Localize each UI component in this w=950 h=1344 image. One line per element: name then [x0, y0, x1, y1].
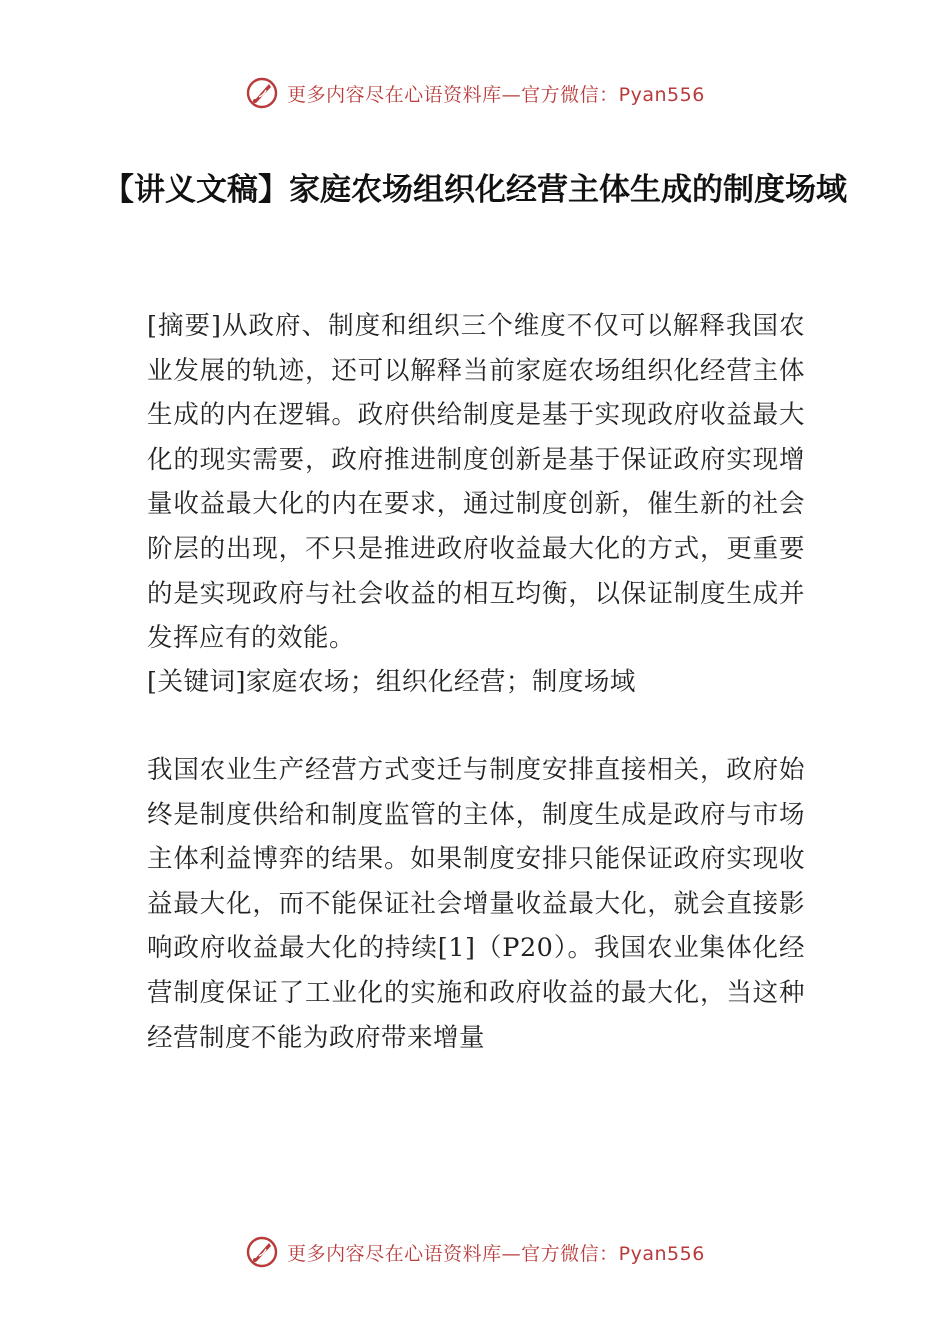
quill-seal-icon [245, 76, 279, 110]
quill-seal-icon [245, 1235, 279, 1269]
banner-wechat-id: Pyan556 [618, 83, 705, 106]
banner-wechat-id: Pyan556 [618, 1242, 705, 1265]
banner-text: 更多内容尽在心语资料库—官方微信：Pyan556 [287, 83, 705, 106]
keywords-line: [关键词]家庭农场；组织化经营；制度场域 [147, 667, 636, 697]
body-paragraph: 我国农业生产经营方式变迁与制度安排直接相关，政府始终是制度供给和制度监管的主体，制度生成是政府与市场主体利益博弈的结果。如果制度安排只能保证政府实现收益最大化，而不能保证社会增量收益最大化，就会直接影响政府收益最大化的持续[1]（P20）。我国农业集体化经营制度保证了工业化的实施和政府收益的最大化，当这种经营制度不能为政府带来增量 [147, 755, 805, 1053]
document-title: 【讲义文稿】家庭农场组织化经营主体生成的制度场域 [103, 172, 847, 208]
header-banner [0, 73, 950, 113]
abstract-paragraph: [摘要]从政府、制度和组织三个维度不仅可以解释我国农业发展的轨迹，还可以解释当前家庭农场组织化经营主体生成的内在逻辑。政府供给制度是基于实现政府收益最大化的现实需要，政府推进制度创新是基于保证政府实现增量收益最大化的内在要求，通过制度创新，催生新的社会阶层的出现，不只是推进政府收益最大化的方式，更重要的是实现政府与社会收益的相互均衡，以保证制度生成并发挥应有的效能。 [147, 311, 805, 654]
footer-banner [0, 1232, 950, 1272]
banner-text: 更多内容尽在心语资料库—官方微信：Pyan556 [287, 1242, 705, 1265]
